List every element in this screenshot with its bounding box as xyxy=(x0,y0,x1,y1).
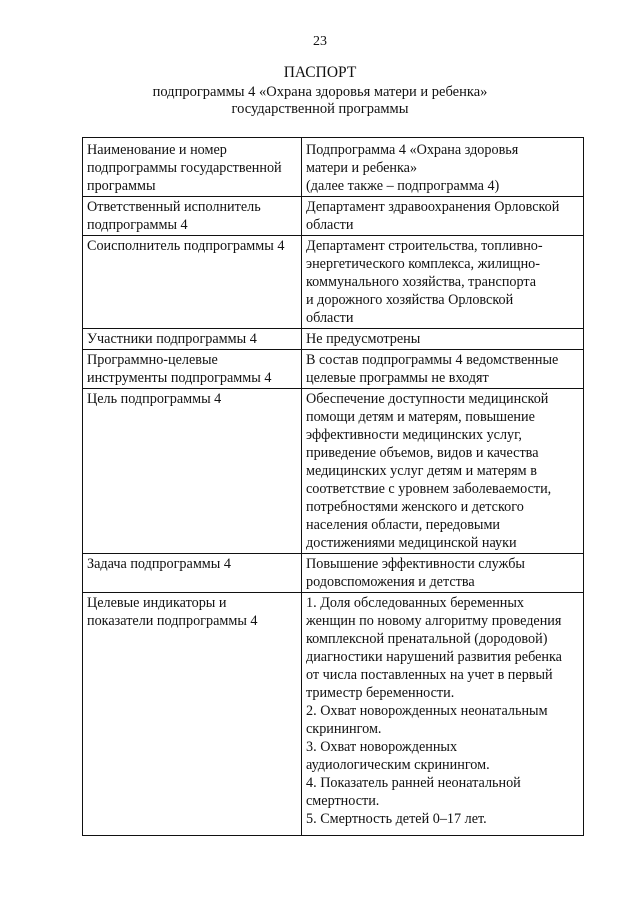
row-name-line: показатели подпрограммы 4 xyxy=(87,613,258,629)
row-value-line: области xyxy=(306,217,354,233)
table-row xyxy=(83,350,584,389)
indicator-line: комплексной пренатальной (дородовой) xyxy=(306,631,548,647)
page-number: 23 xyxy=(313,34,327,49)
indicator-item xyxy=(306,594,580,702)
indicator-item xyxy=(306,810,580,828)
indicator-line: 1. Доля обследованных беременных xyxy=(306,595,525,611)
row-value-line: помощи детям и матерям, повышение xyxy=(306,409,535,425)
row-value-line: эффективности медицинских услуг, xyxy=(306,427,522,443)
document-subtitle xyxy=(0,84,640,118)
row-value-line: целевые программы не входят xyxy=(306,370,489,386)
indicator-item xyxy=(306,738,580,774)
indicator-item xyxy=(306,702,580,738)
table-row xyxy=(83,554,584,593)
indicator-line: триместр беременности. xyxy=(306,685,455,701)
row-name-cell xyxy=(83,554,302,593)
indicator-line: 2. Охват новорожденных неонатальным xyxy=(306,703,548,719)
indicator-line: 3. Охват новорожденных xyxy=(306,739,458,755)
row-name-cell xyxy=(83,138,302,197)
row-value-cell xyxy=(302,329,584,350)
row-value-line: соответствие с уровнем заболеваемости, xyxy=(306,481,552,497)
passport-table xyxy=(82,137,584,836)
indicator-line: аудиологическим скринингом. xyxy=(306,757,490,773)
table-row xyxy=(83,389,584,554)
row-name-line: Соисполнитель подпрограммы 4 xyxy=(87,238,285,254)
row-name-line: Задача подпрограммы 4 xyxy=(87,556,231,572)
row-value-line: Обеспечение доступности медицинской xyxy=(306,391,549,407)
indicator-line: смертности. xyxy=(306,793,380,809)
row-name-cell xyxy=(83,389,302,554)
subtitle-line: подпрограммы 4 «Охрана здоровья матери и ребенка» xyxy=(152,84,488,100)
row-value-line: потребностями женского и детского xyxy=(306,499,524,515)
row-name-line: Наименование и номер xyxy=(87,142,227,158)
row-name-cell xyxy=(83,236,302,329)
row-name-line: Ответственный исполнитель xyxy=(87,199,261,215)
row-value-line: Подпрограмма 4 «Охрана здоровья xyxy=(306,142,519,158)
row-name-line: Целевые индикаторы и xyxy=(87,595,227,611)
row-name-line: подпрограммы государственной xyxy=(87,160,282,176)
row-name-cell xyxy=(83,593,302,836)
row-name-cell xyxy=(83,197,302,236)
row-value-cell xyxy=(302,197,584,236)
row-value-line: Департамент строительства, топливно- xyxy=(306,238,543,254)
row-name-line: программы xyxy=(87,178,156,194)
row-value-line: Не предусмотрены xyxy=(306,331,421,347)
row-value-cell xyxy=(302,389,584,554)
row-value-line: и дорожного хозяйства Орловской xyxy=(306,292,514,308)
table-row xyxy=(83,197,584,236)
row-value-line: (далее также – подпрограмма 4) xyxy=(306,178,500,194)
row-value-line: населения области, передовыми xyxy=(306,517,501,533)
table-row xyxy=(83,138,584,197)
row-name-cell xyxy=(83,350,302,389)
indicator-line: диагностики нарушений развития ребенка xyxy=(306,649,562,665)
indicator-line: от числа поставленных на учет в первый xyxy=(306,667,553,683)
row-name-line: Цель подпрограммы 4 xyxy=(87,391,222,407)
table-row xyxy=(83,329,584,350)
row-value-line: энергетического комплекса, жилищно- xyxy=(306,256,540,272)
subtitle-line: государственной программы xyxy=(231,101,409,117)
row-value-line: В состав подпрограммы 4 ведомственные xyxy=(306,352,559,368)
row-value-line: матери и ребенка» xyxy=(306,160,418,176)
row-name-line: инструменты подпрограммы 4 xyxy=(87,370,272,386)
indicator-item xyxy=(306,774,580,810)
row-value-cell xyxy=(302,593,584,836)
row-value-line: области xyxy=(306,310,354,326)
row-name-cell xyxy=(83,329,302,350)
row-value-line: Департамент здравоохранения Орловской xyxy=(306,199,560,215)
row-value-line: достижениями медицинской науки xyxy=(306,535,517,551)
row-value-cell xyxy=(302,554,584,593)
row-name-line: Программно-целевые xyxy=(87,352,218,368)
indicator-line: скринингом. xyxy=(306,721,382,737)
indicator-line: женщин по новому алгоритму проведения xyxy=(306,613,562,629)
row-value-line: коммунального хозяйства, транспорта xyxy=(306,274,537,290)
table-row xyxy=(83,593,584,836)
indicator-line: 4. Показатель ранней неонатальной xyxy=(306,775,521,791)
row-value-line: медицинских услуг детям и матерям в xyxy=(306,463,537,479)
row-value-line: приведение объемов, видов и качества xyxy=(306,445,539,461)
document-title: ПАСПОРТ xyxy=(283,64,357,81)
row-value-cell xyxy=(302,236,584,329)
indicator-line: 5. Смертность детей 0–17 лет. xyxy=(306,811,487,827)
row-value-line: Повышение эффективности службы xyxy=(306,556,525,572)
row-name-line: Участники подпрограммы 4 xyxy=(87,331,257,347)
row-name-line: подпрограммы 4 xyxy=(87,217,188,233)
row-value-cell xyxy=(302,138,584,197)
row-value-cell xyxy=(302,350,584,389)
row-value-line: родовспоможения и детства xyxy=(306,574,475,590)
table-row xyxy=(83,236,584,329)
